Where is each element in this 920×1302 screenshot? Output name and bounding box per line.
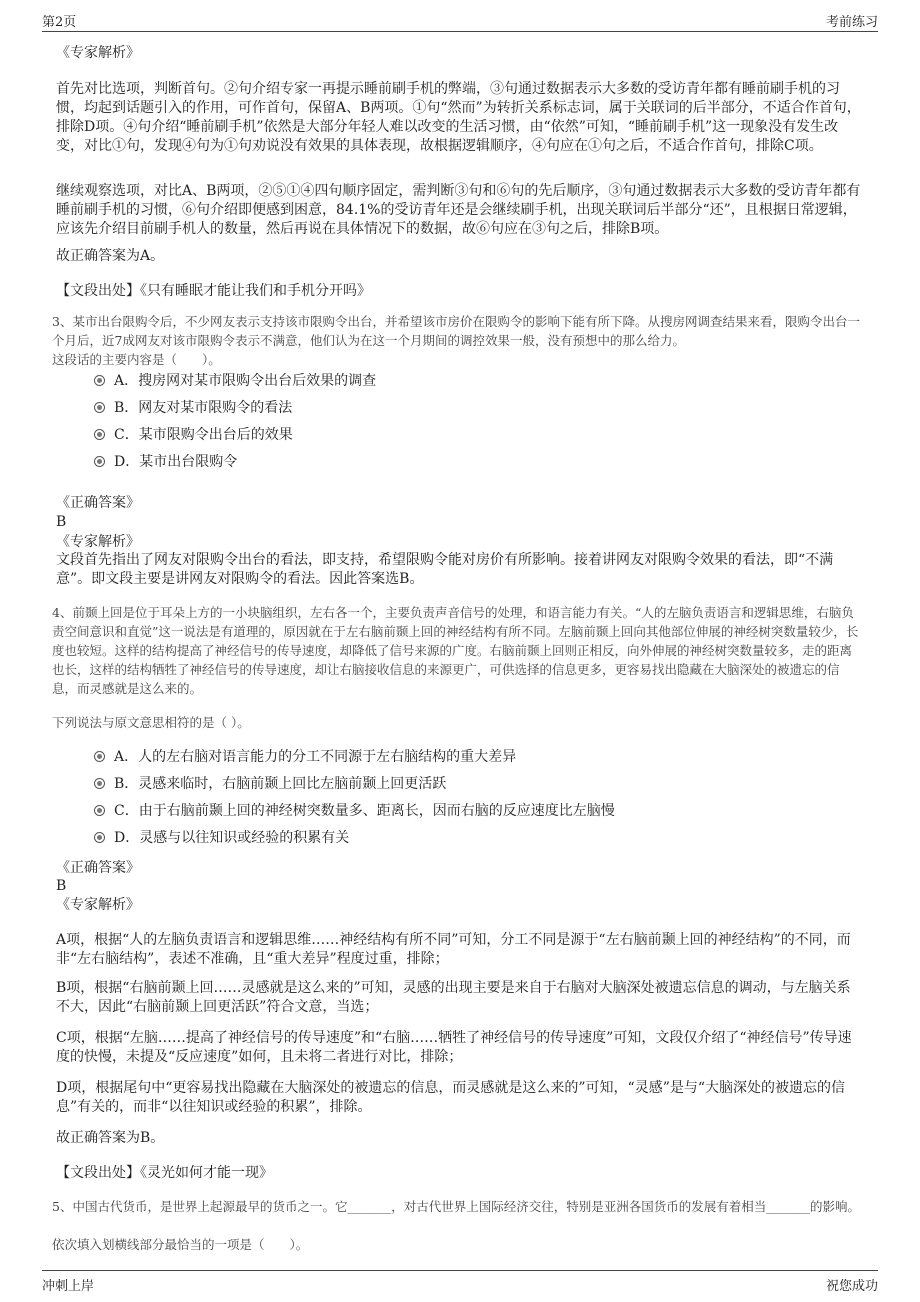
q4-option-a[interactable]: A．人的左右脑对语言能力的分工不同源于左右脑结构的重大差异 [94, 747, 516, 767]
radio-icon[interactable] [94, 402, 105, 413]
q3-analysis-label: 《专家解析》 [56, 534, 140, 550]
q3-answer-label: 《正确答案》 [56, 495, 140, 511]
q4-question: 下列说法与原文意思相符的是（ ）。 [52, 715, 250, 730]
q3-question: 这段话的主要内容是（ ）。 [52, 352, 221, 367]
footer-left: 冲刺上岸 [42, 1279, 95, 1294]
radio-icon[interactable] [94, 751, 105, 762]
radio-icon[interactable] [94, 375, 105, 386]
footer-right: 祝您成功 [825, 1279, 878, 1294]
q3-stem: 3、某市出台限购令后，不少网友表示支持该市限购令出台，并希望该市房价在限购令的影响下能有所下降。从搜房网调查结果来看，限购令出台一个月后，近7成网友对该市限购令表示不满意，他们认为在这一个月期间的调控效果一般，没有预想中的那么给力。 [52, 314, 860, 348]
q3-option-d[interactable]: D．某市出台限购令 [94, 452, 237, 472]
q2-analysis-p1: 首先对比选项，判断首句。②句介绍专家一再提示睡前刷手机的弊端，③句通过数据表示大多数的受访青年都有睡前刷手机的习惯，均起到话题引入的作用，可作首句，保留A、B两项。①句“然而”为转折关系标志词，属于关联词的后半部分，不适合作首句，排除D项。④句介绍“睡前刷手机”依然是大部分年轻人难以改变的生活习惯，由“依然”可知，“睡前刷手机”这一现象没有发生改变，对比①句，发现④句为①句劝说没有效果的具体表现，故根据逻辑顺序，④句应在①句之后，不适合作首句，排除C项。 [56, 81, 861, 154]
header-tag: 考前练习 [825, 15, 878, 30]
page-number: 第2页 [42, 15, 77, 30]
q2-analysis-label: 《专家解析》 [56, 45, 140, 61]
q4-analysis-c: C项，根据“左脑……提高了神经信号的传导速度”和“右脑……牺牲了神经信号的传导速度”可知，文段仅介绍了“神经信号”传导速度的快慢，未提及“反应速度”如何，且未将二者进行对比，排除； [56, 1030, 852, 1065]
q4-analysis-d: D项，根据尾句中“更容易找出隐藏在大脑深处的被遗忘的信息，而灵感就是这么来的”可知，“灵感”是与“大脑深处的被遗忘的信息”有关的，而非“以往知识或经验的积累”，排除。 [56, 1080, 846, 1115]
q3-analysis: 文段首先指出了网友对限购令出台的看法，即支持，希望限购令能对房价有所影响。接着讲网友对限购令效果的看法，即“不满意”。即文段主要是讲网友对限购令的看法。因此答案选B。 [56, 552, 834, 587]
q2-analysis-p2: 继续观察选项，对比A、B两项，②⑤①④四句顺序固定，需判断③句和⑥句的先后顺序，③句通过数据表示大多数的受访青年都有睡前刷手机的习惯，⑥句介绍即便感到困意，84.1%的受访青年还是会继续刷手机，出现关联词后半部分“还”，且根据日常逻辑，应该先介绍目前刷手机人的数量，然后再说在具体情况下的数据，故⑥句应在③句之后，排除B项。 [56, 183, 861, 237]
q2-source: 【文段出处】《只有睡眠才能让我们和手机分开吗》 [56, 283, 371, 299]
q4-analysis-a: A项，根据“人的左脑负责语言和逻辑思维……神经结构有所不同”可知，分工不同是源于“左右脑前颞上回的神经结构”的不同，而非“左右脑结构”，表述不准确，且“重大差异”程度过重，排除； [56, 932, 851, 967]
q4-source: 【文段出处】《灵光如何才能一现》 [56, 1165, 273, 1181]
radio-icon[interactable] [94, 778, 105, 789]
q4-answer-label: 《正确答案》 [56, 860, 140, 876]
radio-icon[interactable] [94, 429, 105, 440]
q5-question: 依次填入划横线部分最恰当的一项是（ ）。 [52, 1237, 309, 1252]
q3-option-a[interactable]: A．搜房网对某市限购令出台后效果的调查 [94, 371, 376, 391]
q2-conclusion: 故正确答案为A。 [56, 248, 165, 264]
q4-stem: 4、前颞上回是位于耳朵上方的一小块脑组织，左右各一个，主要负责声音信号的处理，和语言能力有关。“人的左脑负责语言和逻辑思维，右脑负责空间意识和直觉”这一说法是有道理的，原因就在于左右脑前颞上回的神经结构有所不同。左脑前颞上回向其他部位伸展的神经树突数量较少，长度也较短。这样的结构提高了神经信号的传导速度，却降低了信号来源的广度。右脑前颞上回则正相反，向外伸展的神经树突数量较多，走的距离也长，这样的结构牺牲了神经信号的传导速度，却让右脑接收信息的来源更广，可供选择的信息更多，更容易找出隐藏在大脑深处的被遗忘的信息，而灵感就是这么来的。 [52, 605, 859, 696]
q4-analysis-b: B项，根据“右脑前颞上回……灵感就是这么来的”可知，灵感的出现主要是来自于右脑对大脑深处被遗忘信息的调动，与左脑关系不大，因此“右脑前颞上回更活跃”符合文意，当选； [56, 980, 851, 1015]
q3-option-c[interactable]: C．某市限购令出台后的效果 [94, 425, 293, 445]
q4-answer: B [56, 878, 67, 894]
q4-analysis-label: 《专家解析》 [56, 897, 140, 913]
q3-option-b[interactable]: B．网友对某市限购令的看法 [94, 398, 292, 418]
q5-stem: 5、中国古代货币，是世界上起源最早的货币之一。它_______，对古代世界上国际经济交往，特别是亚洲各国货币的发展有着相当_______的影响。 [52, 1199, 860, 1214]
q3-answer: B [56, 514, 67, 530]
page-header [42, 10, 878, 32]
radio-icon[interactable] [94, 805, 105, 816]
q4-option-c[interactable]: C．由于右脑前颞上回的神经树突数量多、距离长，因而右脑的反应速度比左脑慢 [94, 801, 615, 821]
radio-icon[interactable] [94, 456, 105, 467]
q4-option-d[interactable]: D．灵感与以往知识或经验的积累有关 [94, 828, 349, 848]
radio-icon[interactable] [94, 832, 105, 843]
page-footer [42, 1270, 878, 1294]
q4-conclusion: 故正确答案为B。 [56, 1130, 165, 1146]
q4-option-b[interactable]: B．灵感来临时，右脑前颞上回比左脑前颞上回更活跃 [94, 774, 446, 794]
